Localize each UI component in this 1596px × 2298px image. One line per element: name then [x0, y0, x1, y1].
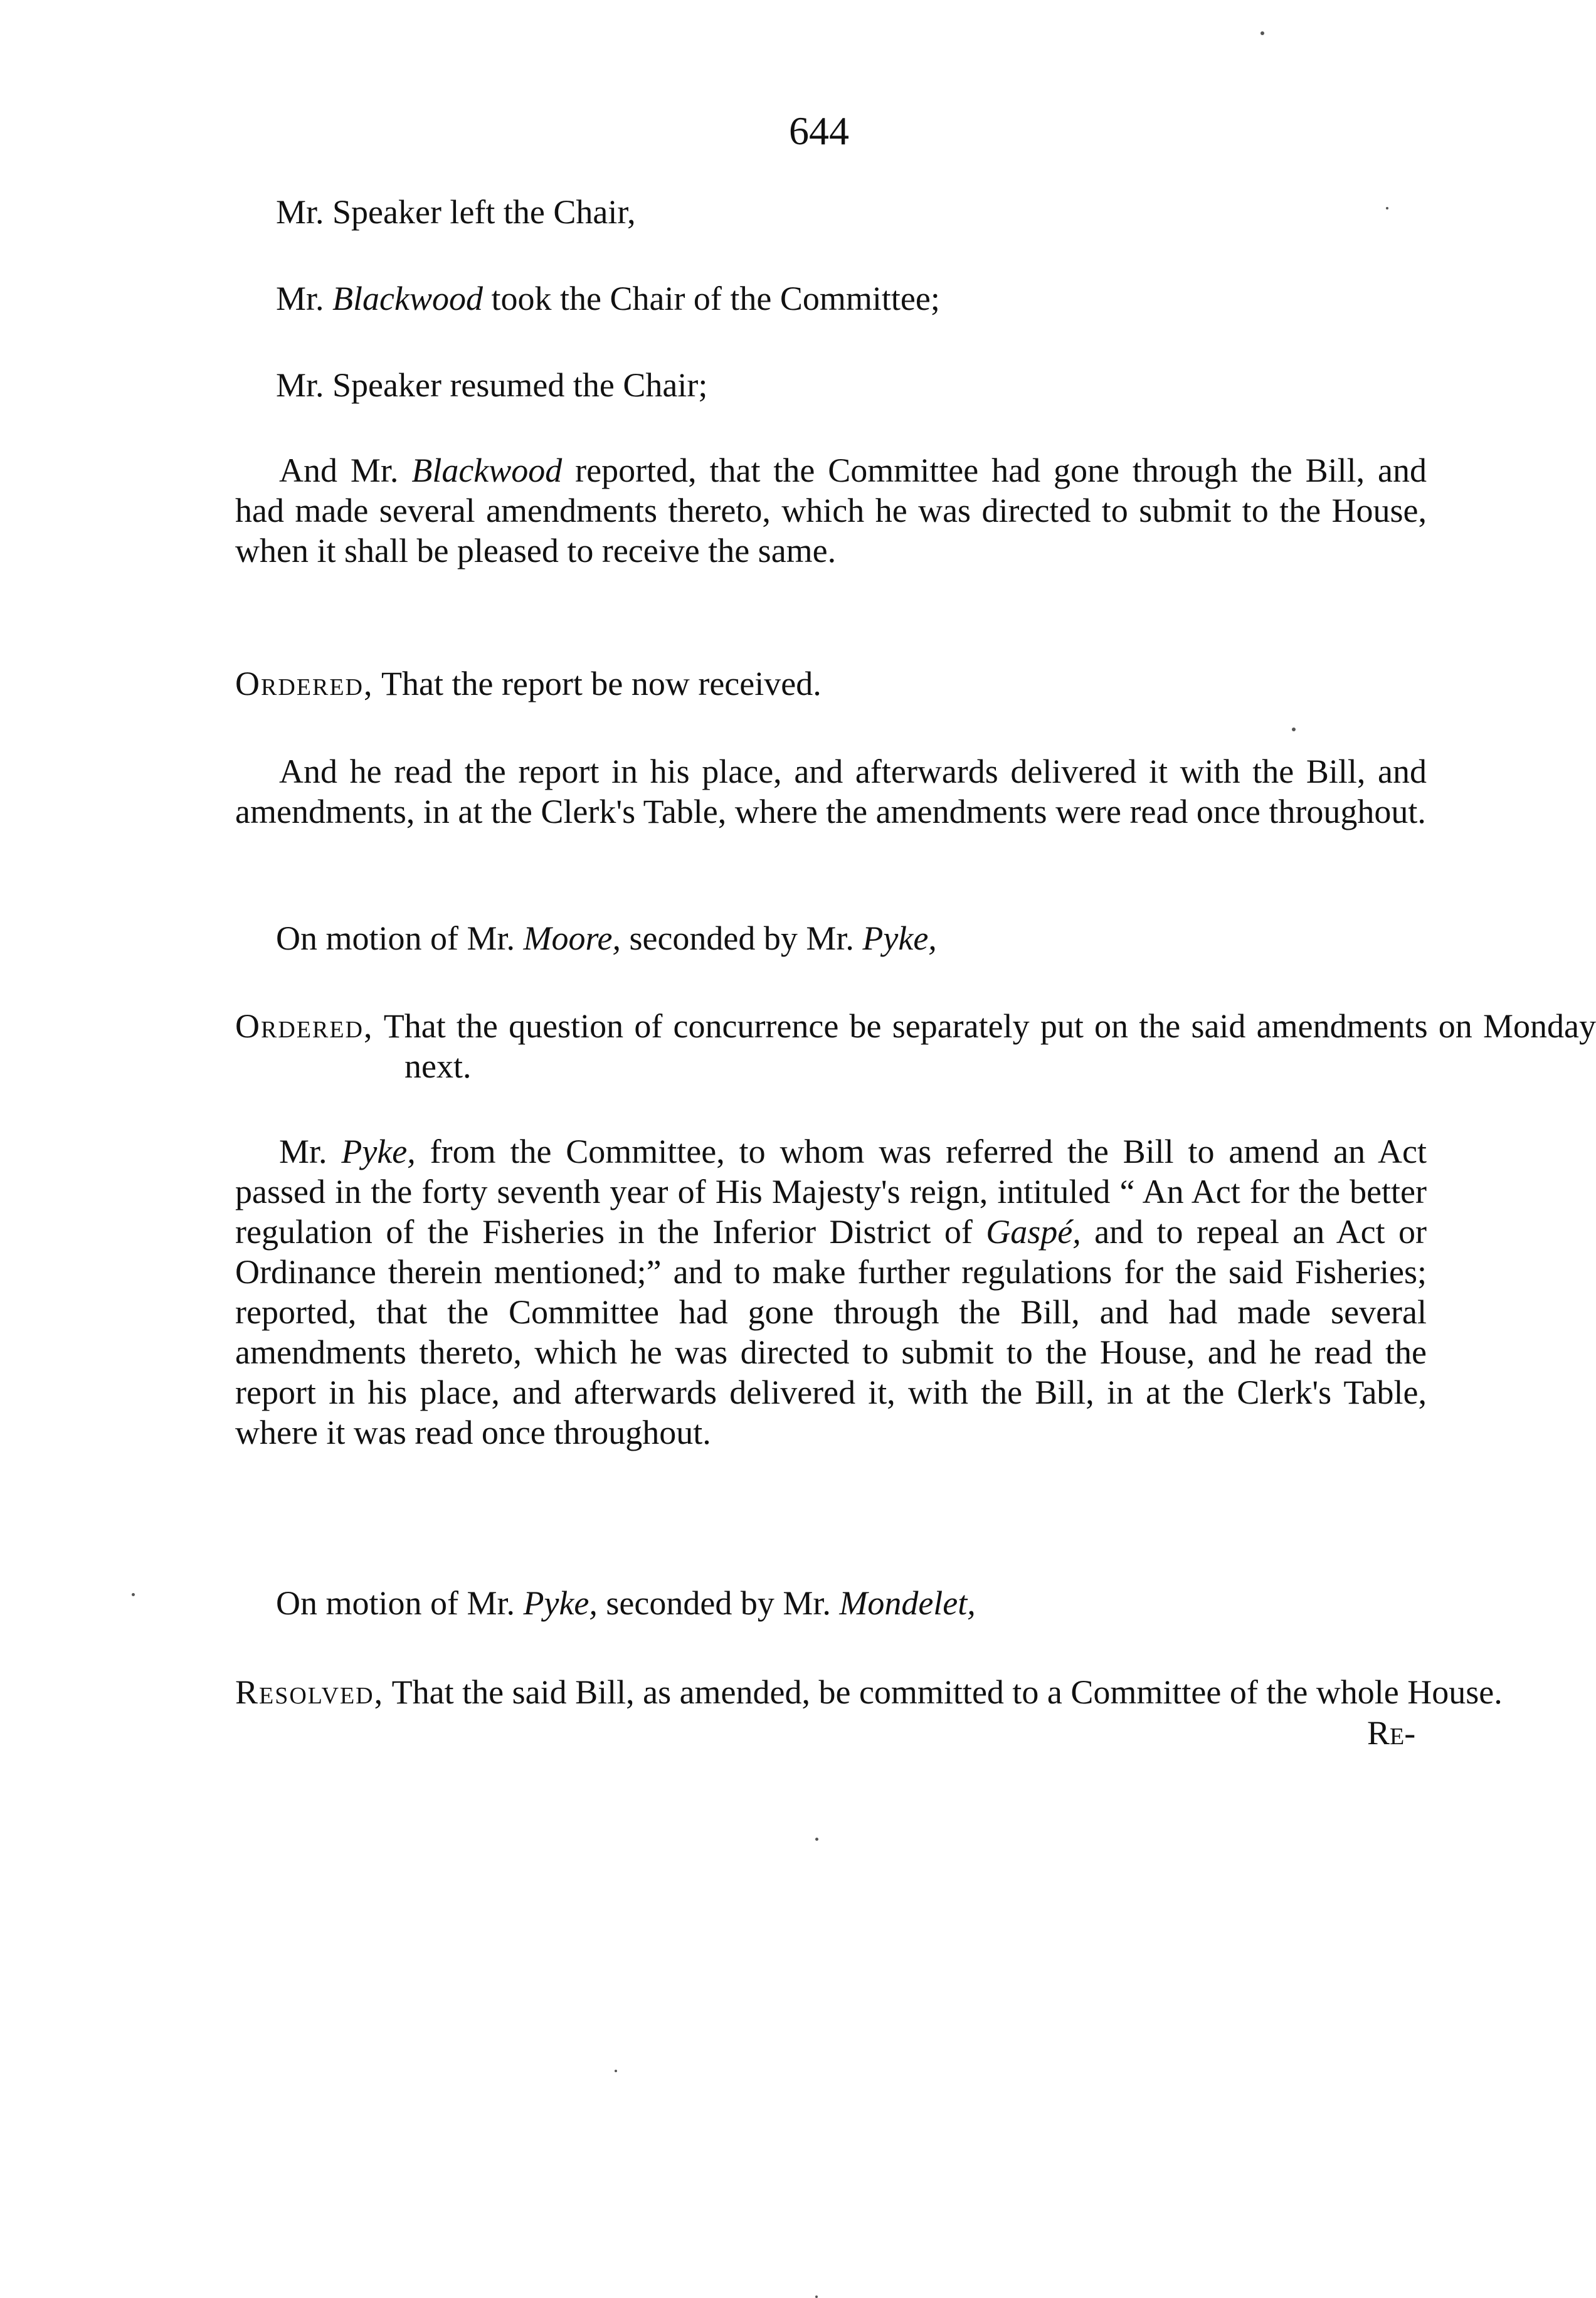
paragraph-blackwood-chair: Mr. Blackwood took the Chair of the Committee;	[276, 280, 940, 317]
page-number: 644	[789, 109, 849, 153]
paragraph-read-report: And he read the report in his place, and afterwards delivered it with the Bill, and amendments, in at the Clerk's Table, where the amendments were read once throughout.	[235, 753, 1427, 830]
scan-speck	[132, 1593, 135, 1596]
paragraph-motion-moore: On motion of Mr. Moore, seconded by Mr. Pyke,	[276, 919, 937, 957]
paragraph-ordered-report: Ordered, That the report be now received.	[235, 665, 822, 702]
paragraph-pyke-fisheries: Mr. Pyke, from the Committee, to whom was referred the Bill to amend an Act passed in the forty seventh year of His Majesty's reign, intituled “ An Act for the better regulation of the Fisheries in the Inferior District of Gaspé, and to repeal an Act or Ordinance therein mentioned;” and to make further regulations for the said Fisheries; reported, that the Committee had gone through the Bill, and had made several amendments thereto, which he was directed to submit to the House, and he read the report in his place, and afterwards delivered it, with the Bill, in at the Clerk's Table, where it was read once throughout.	[235, 1133, 1427, 1451]
resolved-label: Resolved,	[235, 1673, 384, 1711]
paragraph-blackwood-report: And Mr. Blackwood reported, that the Committee had gone through the Bill, and had made several amendments thereto, which he was directed to submit to the House, when it shall be pleased to receive the same.	[235, 452, 1427, 569]
scan-speck	[615, 2070, 617, 2072]
scan-speck	[1292, 728, 1296, 731]
scan-speck	[1386, 207, 1388, 209]
scan-speck	[815, 2295, 818, 2298]
ordered-label: Ordered,	[235, 665, 374, 702]
paragraph-ordered-concurrence: Ordered, That the question of concurrence be separately put on the said amendments on Monday next.	[235, 1007, 1596, 1085]
ordered-label: Ordered,	[235, 1007, 374, 1045]
scan-speck	[1260, 31, 1264, 35]
paragraph-speaker-left: Mr. Speaker left the Chair,	[276, 193, 636, 231]
catchword: Re-	[1367, 1714, 1416, 1752]
scan-speck	[815, 1838, 818, 1841]
paragraph-speaker-resumed: Mr. Speaker resumed the Chair;	[276, 366, 708, 404]
paragraph-motion-pyke: On motion of Mr. Pyke, seconded by Mr. Mondelet,	[276, 1584, 976, 1622]
paragraph-resolved: Resolved, That the said Bill, as amended, be committed to a Committee of the whole House.	[235, 1673, 1503, 1711]
